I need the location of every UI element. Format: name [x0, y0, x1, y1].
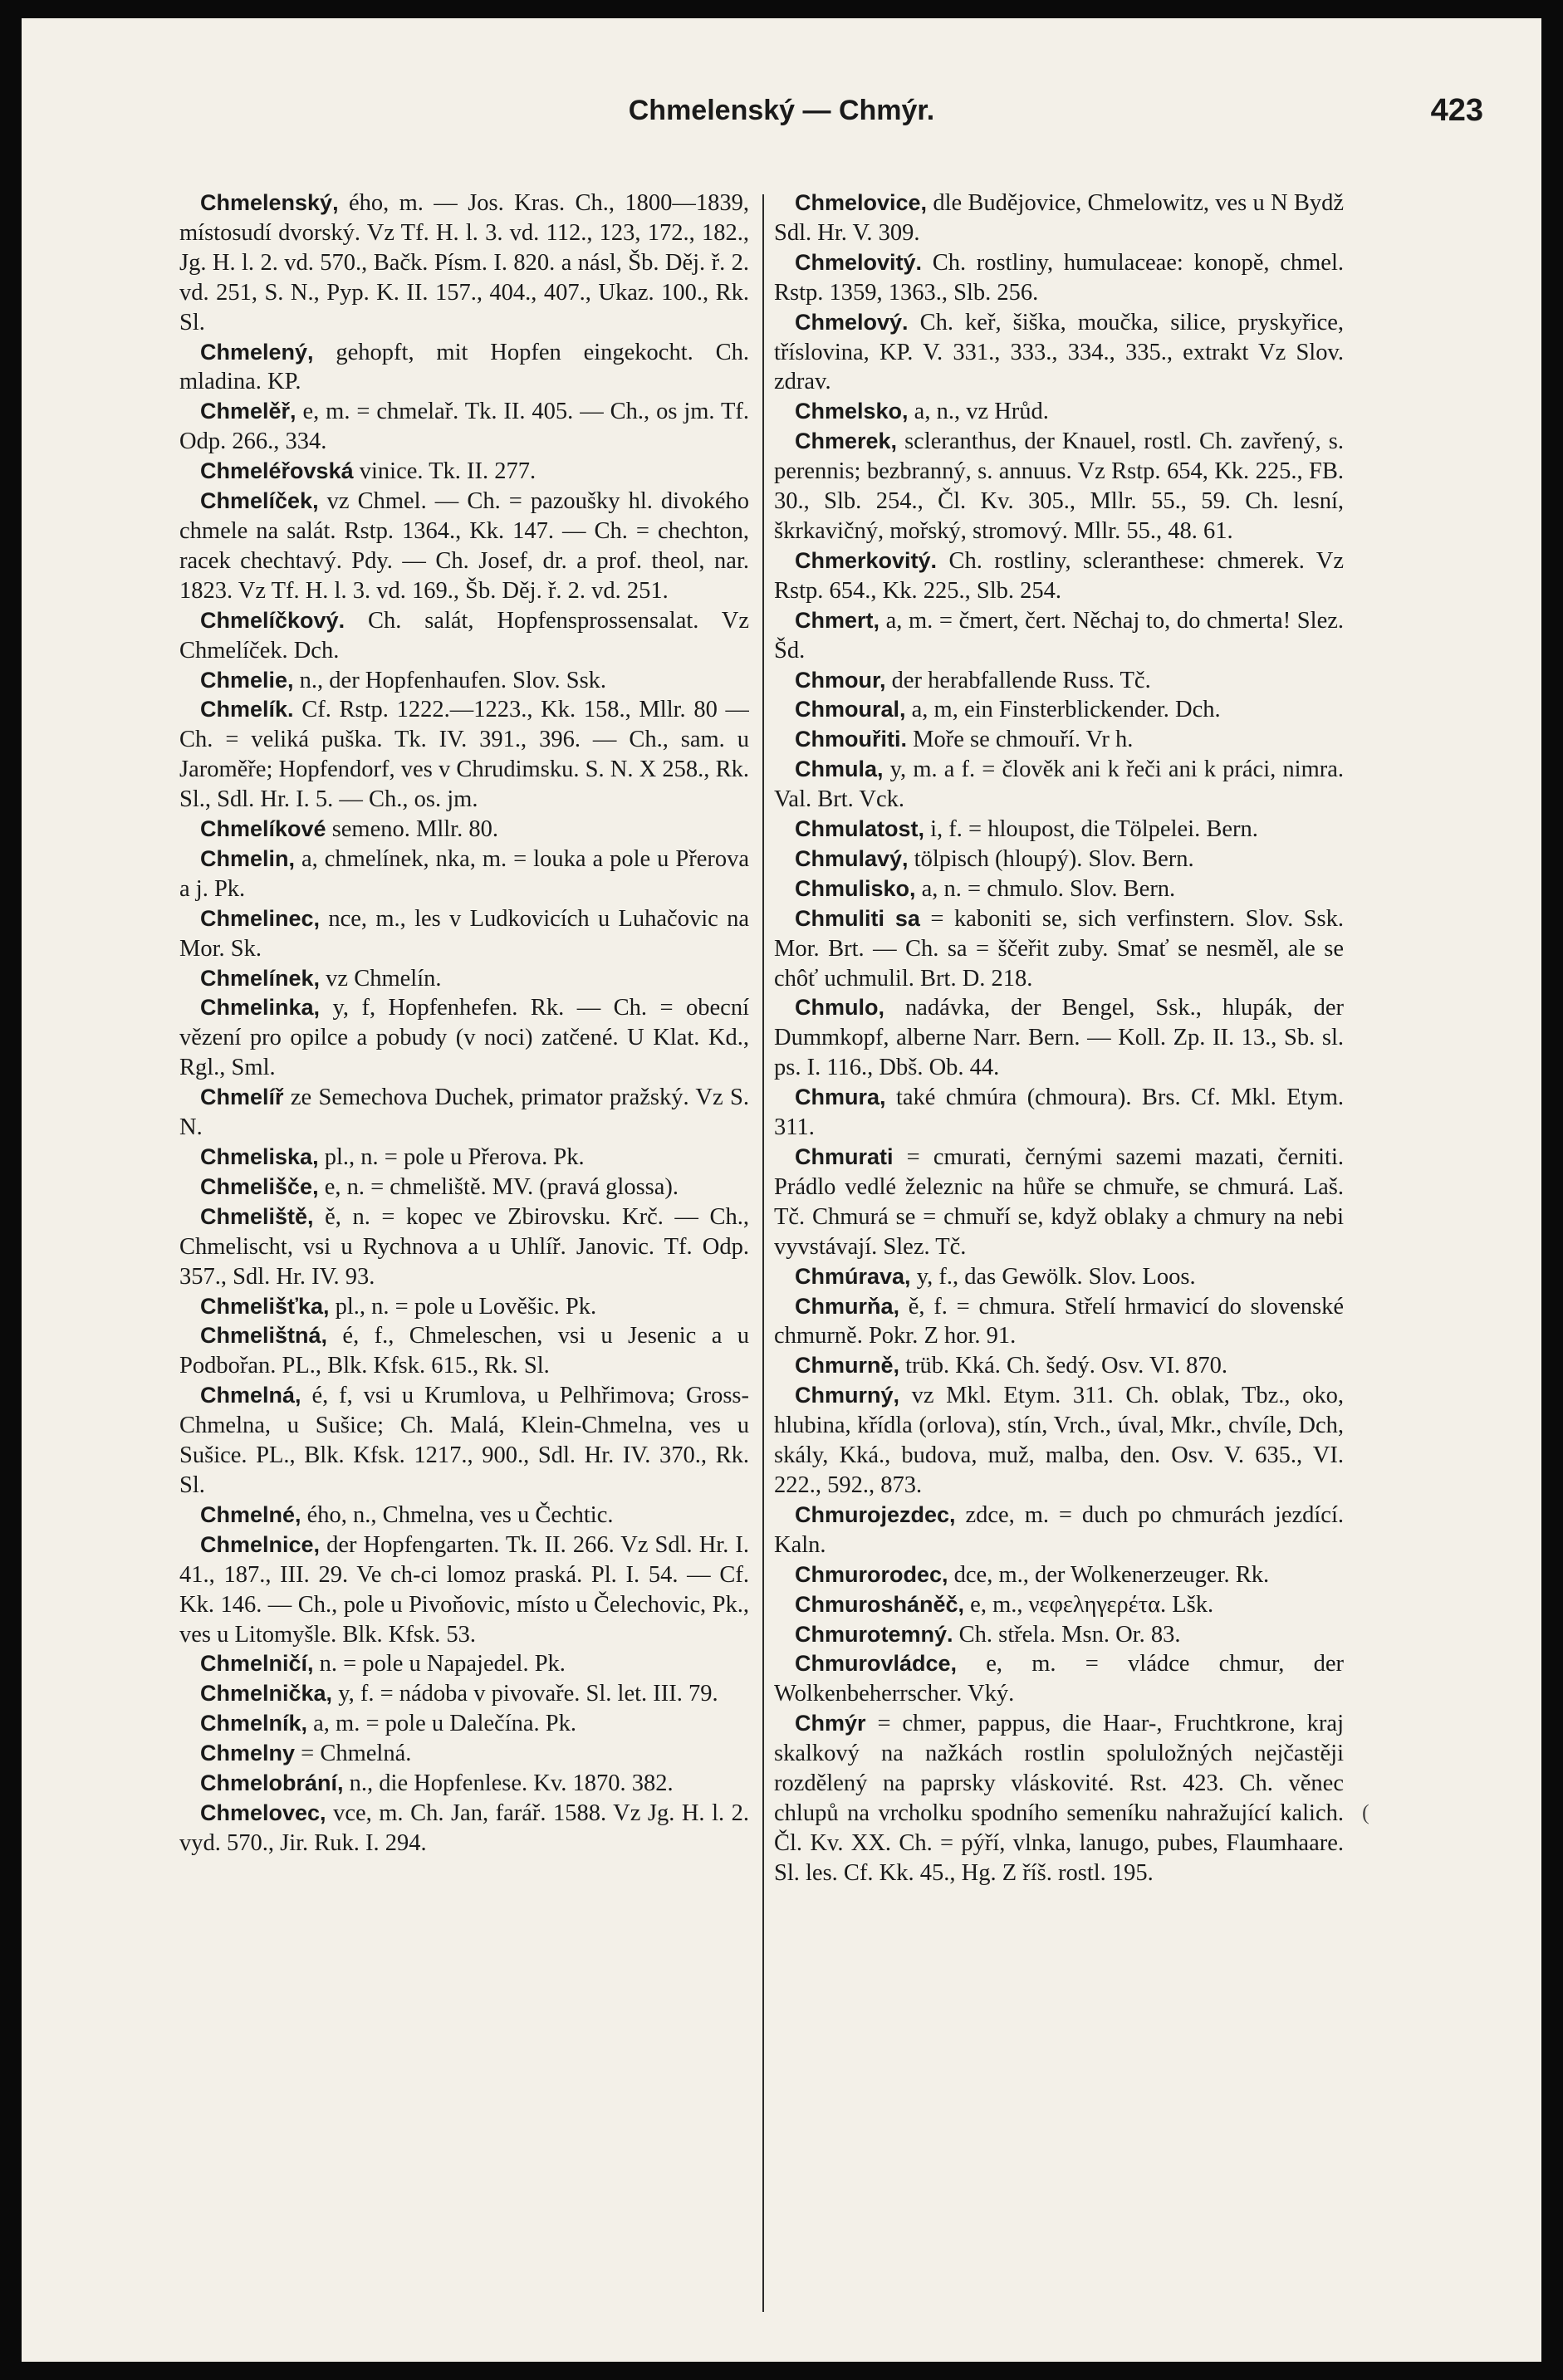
dictionary-entry	[774, 248, 1344, 308]
entry-headword: Chmelíkové	[200, 816, 326, 842]
dictionary-entry	[774, 1620, 1344, 1650]
dictionary-entry	[774, 1560, 1344, 1590]
dictionary-entry	[774, 546, 1344, 606]
dictionary-entry	[179, 695, 749, 815]
entry-headword: Chmurojezdec,	[795, 1501, 956, 1527]
entry-headword: Chmelěř,	[200, 399, 296, 424]
dictionary-entry	[774, 1381, 1344, 1501]
entry-definition: Ch. keř, šiška, moučka, silice, pryskyřice, tříslovina, KP. V. 331., 333., 334., 335., extrakt Vz Slov. zdrav.	[774, 309, 1344, 395]
entry-headword: Chmurotemný.	[795, 1621, 953, 1647]
dictionary-entry	[179, 1381, 749, 1501]
entry-headword: Chmelištná,	[200, 1323, 328, 1349]
entry-definition: zdce, m. = duch po chmurách jezdící. Kaln.	[774, 1501, 1344, 1558]
entry-headword: Chmuliti sa	[795, 905, 920, 931]
entry-headword: Chmelník,	[200, 1711, 308, 1736]
dictionary-entry	[179, 1530, 749, 1650]
entry-headword: Chmelovice,	[795, 190, 928, 215]
dictionary-entry	[179, 904, 749, 964]
entry-headword: Chmurosháněč,	[795, 1591, 965, 1617]
dictionary-entry	[774, 1143, 1344, 1262]
entry-headword: Chmelíčkový.	[200, 607, 345, 633]
entry-headword: Chmelovitý.	[795, 249, 923, 275]
entry-headword: Chmelničí,	[200, 1651, 314, 1677]
dictionary-entry	[774, 845, 1344, 874]
entry-headword: Chmurňa,	[795, 1293, 900, 1319]
entry-headword: Chmelišťka,	[200, 1293, 330, 1319]
dictionary-entry	[179, 457, 749, 487]
entry-definition: vinice. Tk. II. 277.	[353, 458, 537, 485]
entry-definition: a, n., vz Hrůd.	[908, 399, 1049, 425]
entry-definition: é, f., Chmeleschen, vsi u Jesenic a u Podbořan. PL., Blk. Kfsk. 615., Rk. Sl.	[179, 1323, 749, 1379]
dictionary-entry	[179, 397, 749, 457]
dictionary-entry	[179, 1799, 749, 1858]
entry-headword: Chmelie,	[200, 667, 294, 693]
dictionary-entry	[179, 1173, 749, 1202]
page-number: 423	[1430, 93, 1483, 128]
entry-headword: Chmelny	[200, 1741, 296, 1766]
entry-headword: Chmelinec,	[200, 905, 321, 931]
entry-definition: a, m, ein Finsterblickender. Dch.	[905, 697, 1221, 723]
right-column	[774, 189, 1344, 1888]
entry-definition: der Hopfengarten. Tk. II. 266. Vz Sdl. Hr. I. 41., 187., III. 29. Ve ch-ci lomoz praská. Pl. I. 54. — Cf. Kk. 146. — Ch., pole u Pivoňovic, místo u Čelechovic, Pk., ves u Litomyšle. Blk. Kfsk. 53.	[179, 1531, 749, 1648]
entry-definition: tölpisch (hloupý). Slov. Bern.	[908, 845, 1194, 872]
entry-headword: Chmelínek,	[200, 965, 321, 991]
entry-headword: Chmýr	[795, 1711, 866, 1736]
dictionary-entry	[774, 1709, 1344, 1888]
dictionary-entry	[179, 1083, 749, 1143]
dictionary-entry	[179, 666, 749, 696]
dictionary-entry	[774, 1501, 1344, 1560]
entry-headword: Chmerek,	[795, 428, 898, 454]
entry-headword: Chmouřiti.	[795, 727, 907, 752]
dictionary-entry	[179, 993, 749, 1083]
entry-headword: Chmurovládce,	[795, 1651, 958, 1677]
entry-definition: a, n. = chmulo. Slov. Bern.	[915, 875, 1176, 902]
dictionary-entry	[179, 338, 749, 398]
entry-definition: a, m. = čmert, čert. Něchaj to, do chmerta! Slez. Šd.	[774, 607, 1344, 664]
entry-headword: Chmour,	[795, 667, 886, 693]
column-divider	[762, 194, 764, 2312]
entry-definition: y, f. = nádoba v pivovaře. Sl. let. III. 79.	[332, 1681, 718, 1707]
entry-headword: Chmulatost,	[795, 816, 925, 842]
dictionary-entry	[179, 964, 749, 994]
entry-definition: vce, m. Ch. Jan, farář. 1588. Vz Jg. H. l. 2. vyd. 570., Jir. Ruk. I. 294.	[179, 1800, 749, 1856]
dictionary-entry	[179, 1143, 749, 1173]
dictionary-page	[22, 18, 1541, 2362]
entry-headword: Chmelsko,	[795, 399, 909, 424]
entry-definition: = chmer, pappus, die Haar-, Fruchtkrone, kraj skalkový na nažkách rostlin spoluložných nejčastěji rozdělený na paprsky vláskovité. Rst. 423. Ch. věnec chlupů na vrcholku spodního semeníku nahražující kalich. Čl. Kv. XX. Ch. = pýří, vlnka, lanugo, pubes, Flaumhaare. Sl. les. Cf. Kk. 45., Hg. Z říš. rostl. 195.	[774, 1711, 1344, 1886]
entry-definition: y, f., das Gewölk. Slov. Loos.	[910, 1263, 1196, 1290]
entry-headword: Chmeléřovská	[200, 458, 354, 484]
dictionary-entry	[179, 606, 749, 666]
dictionary-entry	[179, 845, 749, 904]
entry-headword: Chmelík.	[200, 697, 294, 722]
entry-headword: Chmert,	[795, 607, 880, 633]
dictionary-entry	[774, 1262, 1344, 1292]
entry-headword: Chmelenský,	[200, 190, 339, 215]
entry-definition: y, f, Hopfenhefen. Rk. — Ch. = obecní vězení pro opilce a pobudy (v noci) zatčené. U Klat. Kd., Rgl., Sml.	[179, 995, 749, 1081]
dictionary-entry	[774, 606, 1344, 666]
dictionary-entry	[179, 189, 749, 338]
dictionary-entry	[774, 1292, 1344, 1352]
dictionary-entry	[179, 1321, 749, 1381]
entry-headword: Chmelišče,	[200, 1173, 319, 1199]
entry-definition: scleranthus, der Knauel, rostl. Ch. zavřený, s. perennis; bezbranný, s. annuus. Vz Rstp. 654, Kk. 225., FB. 30., Slb. 254., Čl. Kv. 305., Mllr. 55., 59. Ch. lesní, škrkavičný, mořský, stromový. Mllr. 55., 48. 61.	[774, 428, 1344, 544]
entry-headword: Chmelíř	[200, 1085, 284, 1110]
entry-definition: ého, m. — Jos. Kras. Ch., 1800—1839, místosudí dvorský. Vz Tf. H. l. 3. vd. 112., 123, 172., 182., Jg. H. l. 2. vd. 570., Bačk. Písm. I. 820. a násl, Šb. Děj. ř. 2. vd. 251, S. N., Pyp. K. II. 157., 404., 407., Ukaz. 100., Rk. Sl.	[179, 190, 749, 335]
entry-headword: Chmelnička,	[200, 1681, 333, 1707]
dictionary-entry	[774, 397, 1344, 427]
dictionary-entry	[774, 1083, 1344, 1143]
entry-definition: Ch. střela. Msn. Or. 83.	[953, 1621, 1181, 1648]
entry-definition: Ch. rostliny, humulaceae: konopě, chmel. Rstp. 1359, 1363., Slb. 256.	[774, 249, 1344, 306]
dictionary-entry	[179, 487, 749, 606]
entry-headword: Chmelná,	[200, 1383, 301, 1408]
entry-headword: Chmura,	[795, 1085, 886, 1110]
entry-headword: Chmeliska,	[200, 1144, 319, 1169]
entry-headword: Chmeliště,	[200, 1203, 314, 1229]
entry-headword: Chmurný,	[795, 1383, 900, 1408]
entry-definition: gehopft, mit Hopfen eingekocht. Ch. mladina. KP.	[179, 339, 749, 395]
entry-headword: Chmelin,	[200, 845, 296, 871]
left-column	[179, 189, 749, 1858]
entry-definition: der herabfallende Russ. Tč.	[885, 667, 1151, 693]
dictionary-entry	[179, 815, 749, 845]
entry-definition: e, m., νεφεληγερέτα. Lšk.	[964, 1591, 1214, 1618]
entry-definition: ě, f. = chmura. Střelí hrmavicí do slovenské chmurně. Pokr. Z hor. 91.	[774, 1293, 1344, 1349]
entry-headword: Chmelinka,	[200, 995, 321, 1021]
entry-headword: Chmurorodec,	[795, 1561, 948, 1587]
dictionary-entry	[179, 1709, 749, 1739]
entry-definition: dle Budějovice, Chmelowitz, ves u N Bydž Sdl. Hr. V. 309.	[774, 190, 1344, 246]
entry-headword: Chmulisko,	[795, 875, 916, 901]
entry-definition: trüb. Kká. Ch. šedý. Osv. VI. 870.	[899, 1353, 1228, 1379]
entry-headword: Chmelné,	[200, 1501, 301, 1527]
dictionary-entry	[774, 874, 1344, 904]
entry-definition: a, m. = pole u Dalečína. Pk.	[307, 1711, 576, 1737]
entry-headword: Chmelobrání,	[200, 1770, 344, 1796]
dictionary-entry	[774, 427, 1344, 546]
dictionary-entry	[774, 1590, 1344, 1620]
entry-definition: n., der Hopfenhaufen. Slov. Ssk.	[293, 667, 607, 693]
entry-headword: Chmurati	[795, 1144, 894, 1169]
entry-definition: ze Semechova Duchek, primator pražský. Vz S. N.	[179, 1085, 749, 1141]
entry-definition: = Chmelná.	[295, 1741, 412, 1767]
entry-definition: semeno. Mllr. 80.	[326, 816, 498, 843]
entry-headword: Chmurně,	[795, 1353, 900, 1379]
dictionary-entry	[179, 1739, 749, 1769]
dictionary-entry	[179, 1679, 749, 1709]
dictionary-entry	[774, 666, 1344, 696]
dictionary-entry	[774, 993, 1344, 1083]
entry-definition: = kaboniti se, sich verfinstern. Slov. Ssk. Mor. Brt. — Ch. sa = ščeřit zuby. Smať se nesměl, ale se chôť uchmulil. Brt. D. 218.	[774, 905, 1344, 992]
dictionary-entry	[774, 189, 1344, 248]
entry-definition: a, chmelínek, nka, m. = louka a pole u Přerova a j. Pk.	[179, 845, 749, 902]
dictionary-entry	[774, 1351, 1344, 1381]
dictionary-entry	[774, 1649, 1344, 1709]
entry-definition: i, f. = hloupost, die Tölpelei. Bern.	[924, 816, 1258, 843]
entry-headword: Chmula,	[795, 757, 884, 782]
entry-definition: nce, m., les v Ludkovicích u Luhačovic na Mor. Sk.	[179, 905, 749, 962]
entry-headword: Chmoural,	[795, 697, 906, 722]
dictionary-entry	[774, 308, 1344, 398]
entry-headword: Chmelíček,	[200, 488, 319, 514]
dictionary-entry	[774, 725, 1344, 755]
entry-definition: vz Mkl. Etym. 311. Ch. oblak, Tbz., oko, hlubina, křídla (orlova), stín, Vrch., úval, Mkr., chvíle, Dch, skály, Kká., budova, muž, malba, den. Osv. V. 635., VI. 222., 592., 873.	[774, 1383, 1344, 1498]
entry-headword: Chmelovec,	[200, 1800, 326, 1825]
entry-definition: pl., n. = pole u Přerova. Pk.	[318, 1144, 585, 1170]
entry-definition: dce, m., der Wolkenerzeuger. Rk.	[948, 1561, 1270, 1588]
entry-definition: ě, n. = kopec ve Zbirovsku. Krč. — Ch., Chmelischt, vsi u Rychnova a u Uhlíř. Janovic. Tf. Odp. 357., Sdl. Hr. IV. 93.	[179, 1203, 749, 1290]
dictionary-entry	[179, 1501, 749, 1530]
dictionary-entry	[179, 1292, 749, 1322]
entry-headword: Chmelnice,	[200, 1531, 321, 1557]
dictionary-entry	[179, 1649, 749, 1679]
dictionary-entry	[179, 1202, 749, 1292]
entry-definition: Cf. Rstp. 1222.—1223., Kk. 158., Mllr. 80 — Ch. = veliká puška. Tk. IV. 391., 396. — Ch., sam. u Jaroměře; Hopfendorf, ves v Chrudimsku. S. N. X 258., Rk. Sl., Sdl. Hr. I. 5. — Ch., os. jm.	[179, 697, 749, 813]
entry-definition: e, n. = chmeliště. MV. (pravá glossa).	[318, 1173, 679, 1200]
entry-definition: n. = pole u Napajedel. Pk.	[313, 1651, 566, 1677]
entry-headword: Chmerkovitý.	[795, 547, 938, 573]
entry-headword: Chmúrava,	[795, 1263, 911, 1289]
dictionary-entry	[179, 1769, 749, 1799]
dictionary-entry	[774, 815, 1344, 845]
running-head: Chmelenský — Chmýr.	[628, 95, 935, 126]
entry-definition: ého, n., Chmelna, ves u Čechtic.	[301, 1501, 614, 1528]
entry-definition: e, m. = vládce chmur, der Wolkenbeherrscher. Vký.	[774, 1651, 1344, 1707]
entry-definition: Ch. rostliny, scleranthese: chmerek. Vz Rstp. 654., Kk. 225., Slb. 254.	[774, 547, 1344, 604]
entry-headword: Chmelený,	[200, 339, 314, 365]
entry-definition: y, m. a f. = člověk ani k řeči ani k práci, nimra. Val. Brt. Vck.	[774, 757, 1344, 813]
margin-mark: (	[1362, 1800, 1369, 1824]
entry-definition: Ch. salát, Hopfensprossensalat. Vz Chmelíček. Dch.	[179, 607, 749, 664]
entry-headword: Chmulo,	[795, 995, 884, 1021]
entry-definition: také chmúra (chmoura). Brs. Cf. Mkl. Etym. 311.	[774, 1085, 1344, 1141]
entry-definition: e, m. = chmelař. Tk. II. 405. — Ch., os jm. Tf. Odp. 266., 334.	[179, 399, 749, 455]
entry-headword: Chmelový.	[795, 309, 909, 335]
entry-definition: n., die Hopfenlese. Kv. 1870. 382.	[343, 1770, 674, 1797]
dictionary-entry	[774, 695, 1344, 725]
entry-definition: vz Chmelín.	[320, 965, 442, 992]
entry-definition: vz Chmel. — Ch. = pazoušky hl. divokého chmele na salát. Rstp. 1364., Kk. 147. — Ch. = chechton, racek chechtavý. Pdy. — Ch. Josef, dr. a prof. theol, nar. 1823. Vz Tf. H. l. 3. vd. 169., Šb. Děj. ř. 2. vd. 251.	[179, 488, 749, 604]
entry-headword: Chmulavý,	[795, 845, 909, 871]
entry-definition: é, f, vsi u Krumlova, u Pelhřimova; Gross-Chmelna, u Sušice; Ch. Malá, Klein-Chmelna, ves u Sušice. PL., Blk. Kfsk. 1217., 900., Sdl. Hr. IV. 370., Rk. Sl.	[179, 1383, 749, 1498]
entry-definition: pl., n. = pole u Lověšic. Pk.	[329, 1293, 597, 1320]
dictionary-entry	[774, 904, 1344, 994]
entry-definition: = cmurati, černými sazemi mazati, černiti. Prádlo vedlé železnic na hůře se chmuře, se chmurá. Laš. Tč. Chmurá se = chmuří se, když oblaky a chmury na nebi vyvstávají. Slez. Tč.	[774, 1144, 1344, 1260]
entry-definition: nadávka, der Bengel, Ssk., hlupák, der Dummkopf, alberne Narr. Bern. — Koll. Zp. II. 13., Sb. sl. ps. I. 116., Dbš. Ob. 44.	[774, 995, 1344, 1081]
dictionary-entry	[774, 755, 1344, 815]
entry-definition: Moře se chmouří. Vr h.	[907, 727, 1134, 753]
